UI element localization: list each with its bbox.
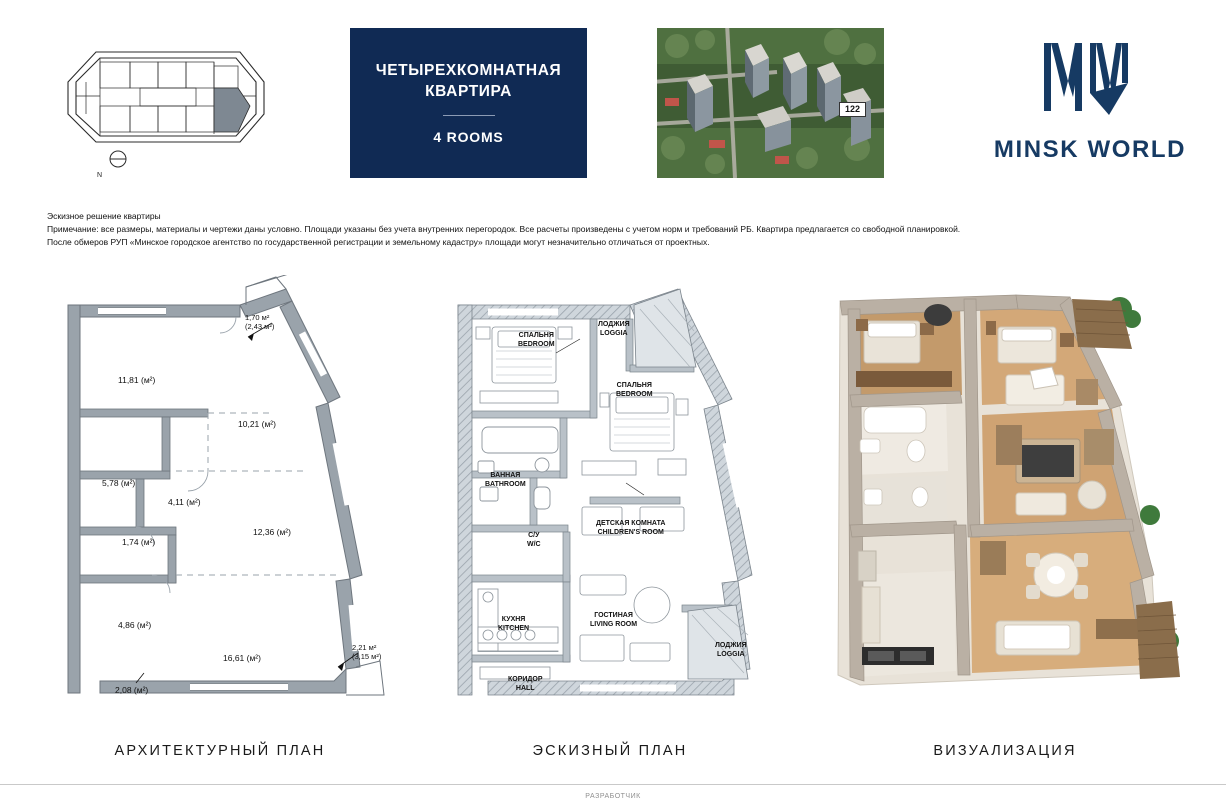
disclaimer-line-2: После обмеров РУП «Минское городское агентство по государственной регистрации и земельному кадастру» площади могут незначительно отличаться от проектных. (47, 236, 710, 247)
caption-visualization: ВИЗУАЛИЗАЦИЯ (933, 743, 1077, 759)
floor-key-plan (50, 22, 280, 179)
area-label-loggia-top: 1,70 м² (2,43 м²) (245, 313, 275, 332)
area-label-hall: 4,11 (м²) (168, 497, 201, 507)
area-label-entry: 2,08 (м²) (115, 685, 149, 695)
area-label-bathroom: 5,78 (м²) (102, 478, 136, 488)
room-label-bedroom-2: СПАЛЬНЯ BEDROOM (616, 382, 653, 399)
visualization-plan (820, 275, 1190, 759)
room-label-hall: КОРИДОР HALL (508, 676, 543, 693)
area-label-living-room: 12,36 (м²) (253, 527, 291, 537)
disclaimer-title: Эскизное решение квартиры (47, 211, 161, 221)
brand-logo (960, 25, 1220, 175)
caption-sketch: ЭСКИЗНЫЙ ПЛАН (532, 743, 688, 759)
area-label-kitchen: 4,86 (м²) (118, 620, 152, 630)
visualization-3d-render (820, 275, 1190, 725)
area-label-corridor: 16,61 (м²) (223, 653, 261, 663)
plans-section (0, 275, 1226, 759)
disclaimer-block (47, 211, 1192, 249)
document-header (0, 0, 1226, 200)
title-ru-line1: ЧЕТЫРЕХКОМНАТНАЯ (375, 62, 562, 80)
aerial-site-image (657, 28, 884, 178)
disclaimer-line-1: Примечание: все размеры, материалы и чертежи даны условно. Площади указаны без учета внутренних перегородок. Все расчеты произведены с учетом норм и требований РБ. Квартира предлагается со свободной планировкой. (47, 224, 961, 234)
area-label-bedroom-2: 10,21 (м²) (238, 419, 276, 429)
apartment-title-block (350, 28, 587, 178)
footer-text: РАЗРАБОТЧИК (585, 793, 641, 800)
area-label-loggia-bottom: 2,21 м² (3,15 м²) (352, 643, 382, 662)
brand-name: MINSK WORLD (993, 135, 1187, 163)
north-arrow-label: N (97, 172, 103, 179)
architectural-plan-drawing (40, 275, 400, 725)
room-label-kitchen: КУХНЯ KITCHEN (498, 616, 530, 633)
room-label-loggia-bottom: ЛОДЖИЯ LOGGIA (715, 642, 747, 659)
room-label-bathroom: ВАННАЯ BATHROOM (485, 472, 526, 489)
room-label-bedroom-1: СПАЛЬНЯ BEDROOM (518, 332, 555, 349)
architectural-plan (40, 275, 400, 759)
area-label-wc: 1,74 (м²) (122, 537, 156, 547)
title-en: 4 ROOMS (433, 128, 504, 145)
room-label-children-room: ДЕТСКАЯ КОМНАТА CHILDREN'S ROOM (596, 520, 666, 537)
room-label-loggia-top: ЛОДЖИЯ LOGGIA (598, 321, 630, 338)
title-ru-line2: КВАРТИРА (425, 82, 512, 100)
room-label-living-room: ГОСТИНАЯ LIVING ROOM (590, 612, 638, 629)
title-divider (443, 115, 495, 116)
footer-divider (0, 784, 1226, 785)
area-label-bedroom-1: 11,81 (м²) (118, 375, 156, 385)
room-label-wc: С/У W/C (527, 532, 541, 549)
caption-architectural: АРХИТЕКТУРНЫЙ ПЛАН (114, 743, 326, 759)
sketch-plan (430, 275, 790, 759)
building-number-badge: 122 (839, 102, 866, 117)
mw-monogram-icon (1042, 37, 1138, 124)
